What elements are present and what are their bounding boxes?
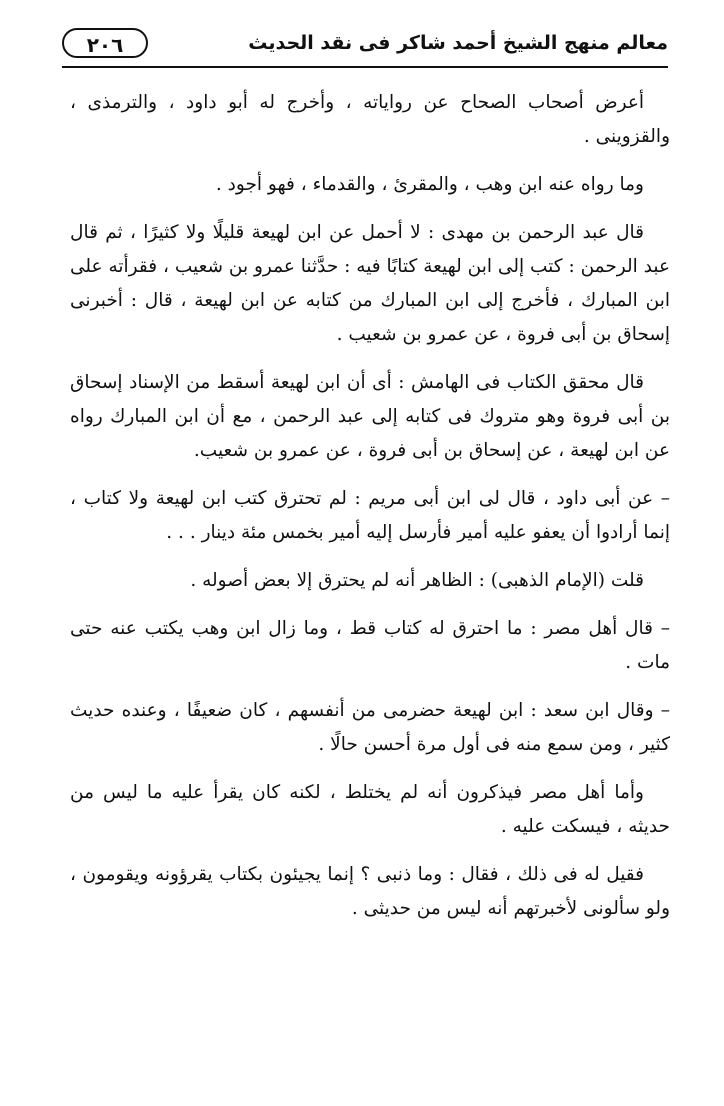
page-header bbox=[62, 28, 668, 68]
paragraph: – قال أهل مصر : ما احترق له كتاب قط ، وما زال ابن وهب يكتب عنه حتى مات . bbox=[70, 618, 670, 673]
paragraph: – عن أبى داود ، قال لى ابن أبى مريم : لم تحترق كتب ابن لهيعة ولا كتاب ، إنما أرادوا أن يعفو عليه أمير فأرسل إليه أمير بخمس مئة دينار . . . bbox=[70, 488, 670, 543]
paragraph: قال محقق الكتاب فى الهامش : أى أن ابن لهيعة أسقط من الإسناد إسحاق بن أبى فروة وهو متروك فى كتابه إلى عبد الرحمن ، مع أن ابن المبارك رواه عن ابن لهيعة ، عن إسحاق بن أبى فروة ، عن عمرو بن شعيب. bbox=[70, 372, 670, 461]
running-title: معالم منهج الشيخ أحمد شاكر فى نقد الحديث bbox=[248, 32, 668, 54]
paragraph: وما رواه عنه ابن وهب ، والمقرئ ، والقدماء ، فهو أجود . bbox=[215, 174, 644, 195]
paragraph: – وقال ابن سعد : ابن لهيعة حضرمى من أنفسهم ، كان ضعيفًا ، وعنده حديث كثير ، ومن سمع منه فى أول مرة أحسن حالًا . bbox=[70, 700, 670, 755]
paragraph: قال عبد الرحمن بن مهدى : لا أحمل عن ابن لهيعة قليلًا ولا كثيرًا ، ثم قال عبد الرحمن : كتب إلى ابن لهيعة كتابًا فيه : حدَّثنا عمرو بن شعيب ، فقرأته على ابن المبارك ، فأخرج إلى ابن المبارك من كتابه عن ابن لهيعة ، قال : أخبرنى إسحاق بن أبى فروة ، عن عمرو بن شعيب . bbox=[70, 222, 670, 345]
paragraph: فقيل له فى ذلك ، فقال : وما ذنبى ؟ إنما يجيئون بكتاب يقرؤونه ويقومون ، ولو سألونى لأخبرتهم أنه ليس من حديثى . bbox=[70, 864, 670, 919]
paragraph: قلت (الإمام الذهبى) : الظاهر أنه لم يحترق إلا بعض أصوله . bbox=[190, 570, 644, 591]
paragraph: أعرض أصحاب الصحاح عن رواياته ، وأخرج له أبو داود ، والترمذى ، والقزوينى . bbox=[70, 92, 670, 147]
page-body bbox=[70, 86, 670, 940]
paragraph: وأما أهل مصر فيذكرون أنه لم يختلط ، لكنه كان يقرأ عليه ما ليس من حديثه ، فيسكت عليه . bbox=[70, 782, 670, 837]
header-divider bbox=[62, 66, 668, 68]
page-number-badge: ٢٠٦ bbox=[62, 28, 148, 58]
